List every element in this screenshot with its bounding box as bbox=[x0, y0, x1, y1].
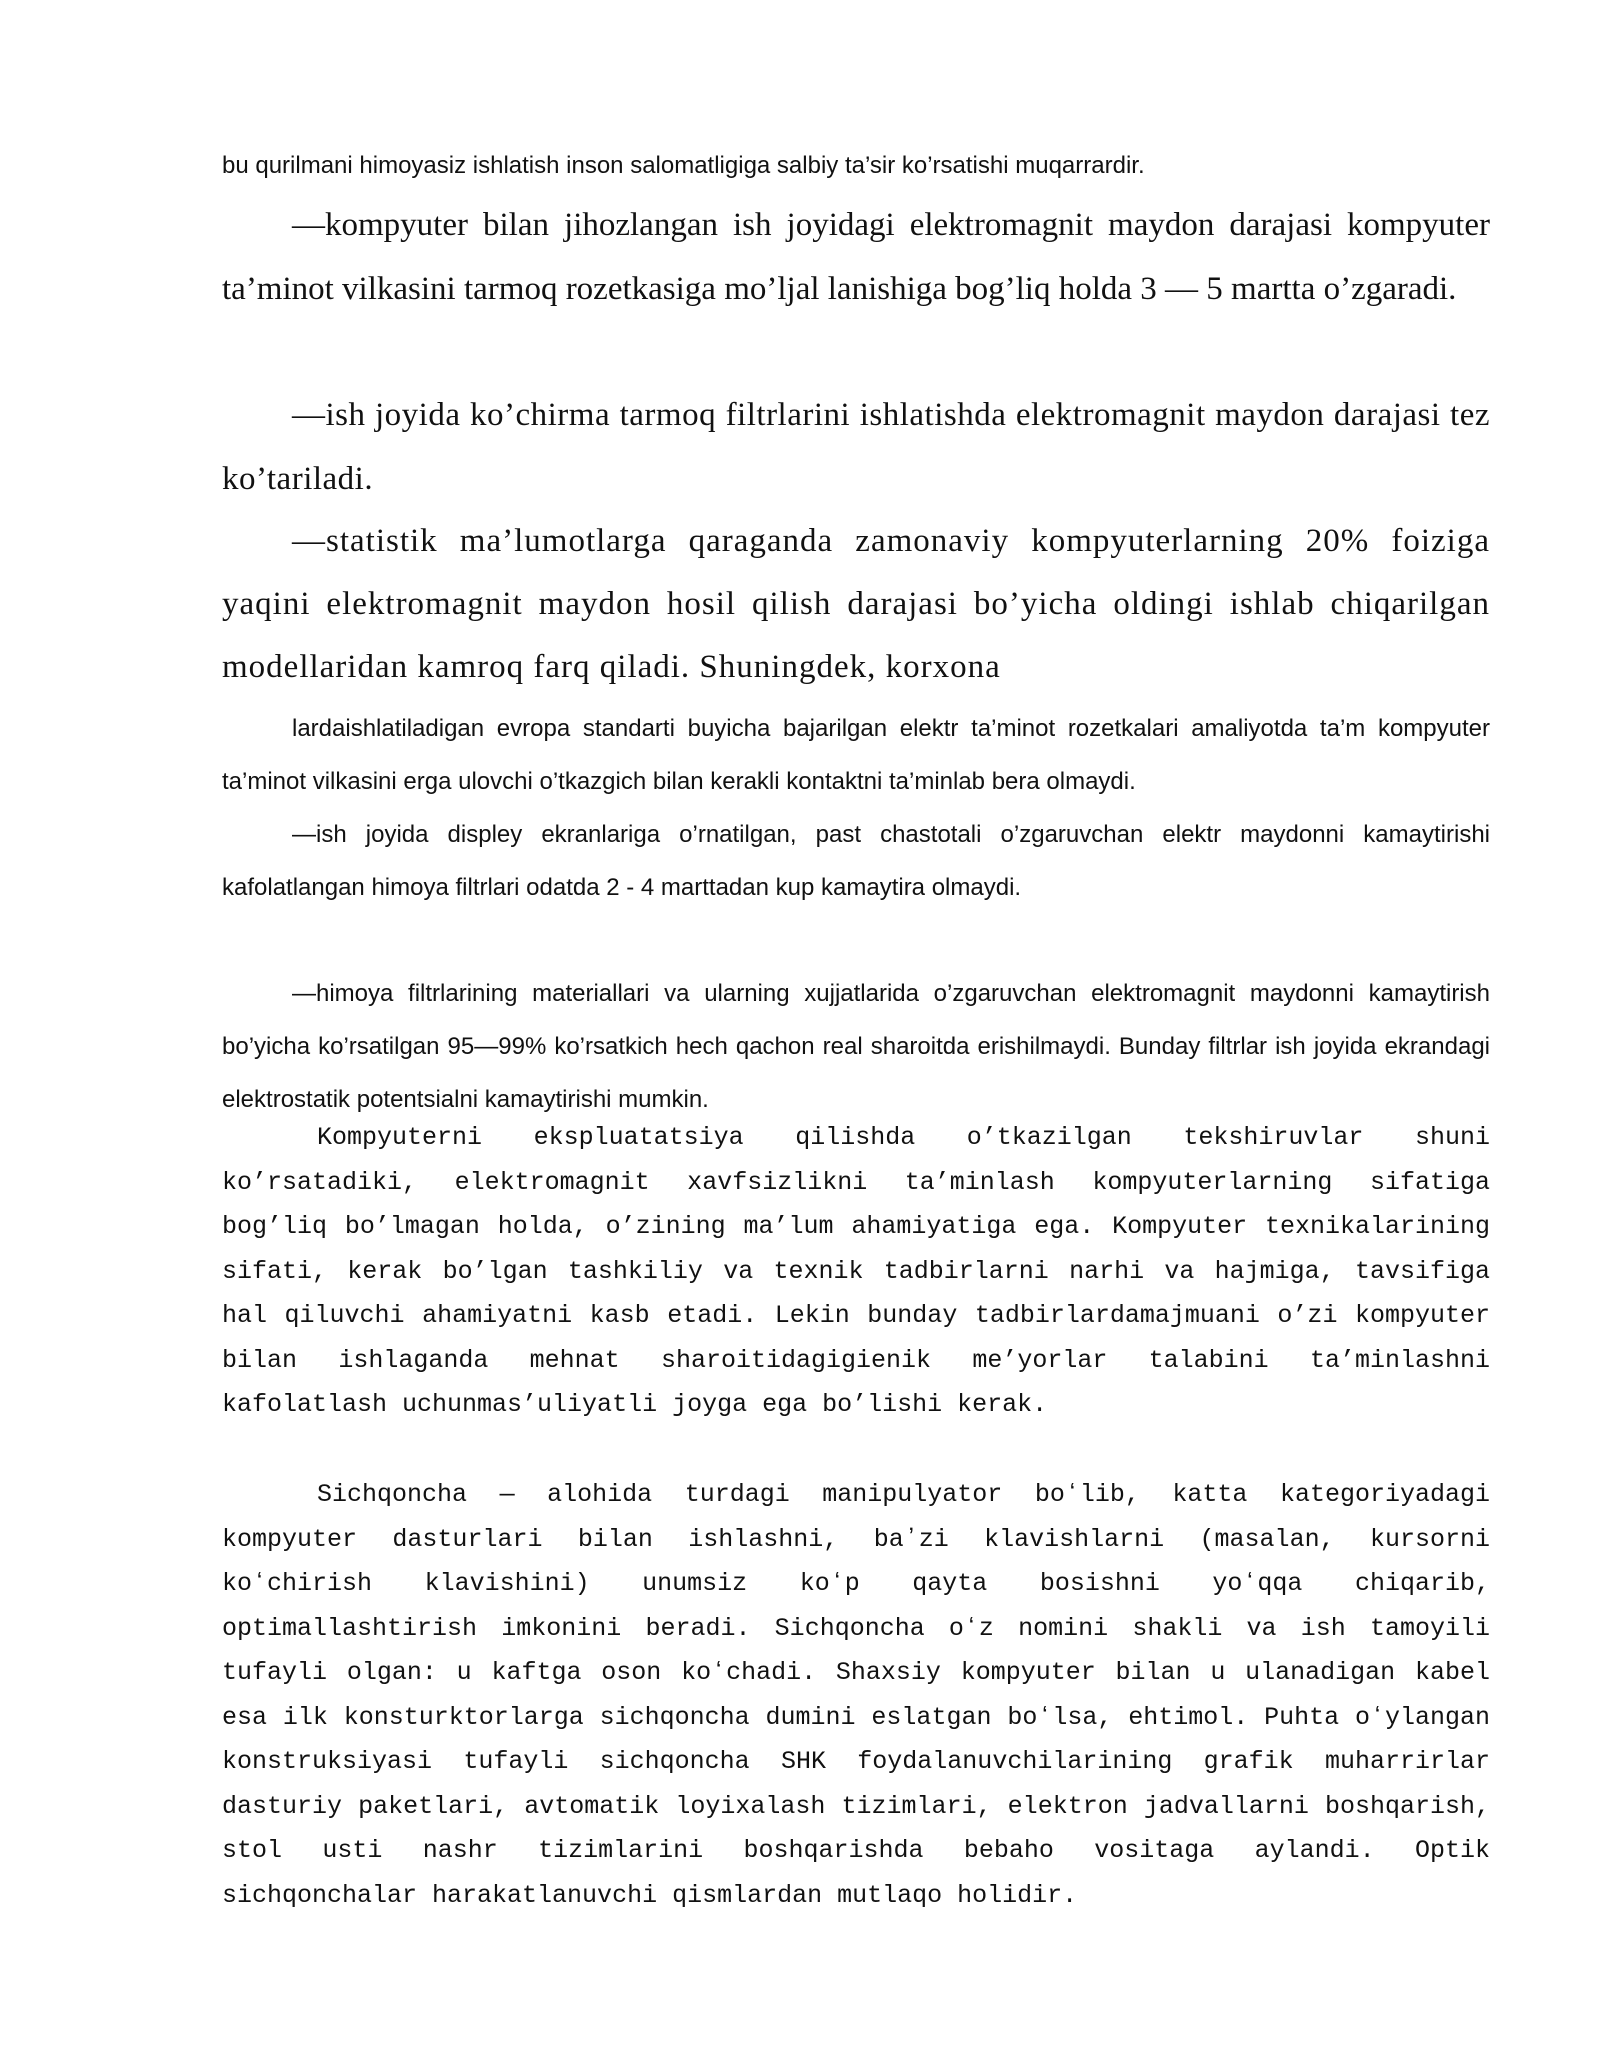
paragraph-filtr: —ish joyida ko’chirma tarmoq filtrlarini ishlatishda elektromagnit maydon darajasi tez ko’tariladi. bbox=[222, 397, 1490, 497]
paragraph-displey-ekranlari: —ish joyida displey ekranlariga o’rnatilgan, past chastotali o’zgaruvchan elektr maydonni kamaytirishi kafolatlangan himoya filtrlari odatda 2 - 4 marttadan kup kamaytira olmaydi. bbox=[222, 821, 1490, 901]
paragraph-statistik: —statistik ma’lumotlarga qaraganda zamonaviy kompyuterlarning 20% foiziga yaqini elektromagnit maydon hosil qilish darajasi bo’yicha oldingi ishlab chiqarilgan modellaridan kamroq farq qiladi. Shuningdek, korxona bbox=[222, 523, 1490, 685]
paragraph-intro-line: bu qurilmani himoyasiz ishlatish inson salomatligiga salbiy ta’sir ko’rsatishi muqarrardir. bbox=[222, 152, 1145, 179]
paragraph-himoya-filtrlari: —himoya filtrlarining materiallari va ularning xujjatlarida o’zgaruvchan elektromagnit maydonni kamaytirish bo’yicha ko’rsatilgan 95—99% ko’rsatkich hech qachon real sharoitda erishilmaydi. Bunday filtrlar ish joyida ekrandagi elektrostatik potentsialni kamaytirishi mumkin. bbox=[222, 980, 1490, 1113]
paragraph-vilka-rozetka: —kompyuter bilan jihozlangan ish joyidagi elektromagnit maydon darajasi kompyuter ta’minot vilkasini tarmoq rozetkasiga mo’ljal lanishiga bog’liq holda 3 — 5 martta o’zgaradi. bbox=[222, 207, 1490, 307]
paragraph-sichqoncha: Sichqoncha — alohida turdagi manipulyator boʻlib, katta kategoriyadagi kompyuter dasturlari bilan ishlashni, baʼzi klavishlarni (masalan, kursorni koʻchirish klavishini) unumsiz koʻp qayta bosishni yoʻqqa chiqarib, optimallashtirish imkonini beradi. Sichqoncha oʻz nomini shakli va ish tamoyili tufayli olgan: u kaftga oson koʻchadi. Shaxsiy kompyuter bilan u ulanadigan kabel esa ilk konsturktorlarga sichqoncha dumini eslatgan boʻlsa, ehtimol. Puhta oʻylangan konstruksiyasi tufayli sichqoncha SHK foydalanuvchilarining grafik muharrirlar dasturiy paketlari, avtomatik loyixalash tizimlari, elektron jadvallarni boshqarish, stol usti nashr tizimlarini boshqarishda bebaho vositaga aylandi. Optik sichqonchalar harakatlanuvchi qismlardan mutlaqo holidir. bbox=[222, 1480, 1490, 1910]
paragraph-evropa-standarti: lardaishlatiladigan evropa standarti buyicha bajarilgan elektr ta’minot rozetkalari amaliyotda ta’m kompyuter ta’minot vilkasini erga ulovchi o’tkazgich bilan kerakli kontaktni ta’minlab bera olmaydi. bbox=[222, 715, 1490, 795]
paragraph-kompyuter-ekspluatatsiya: Kompyuterni ekspluatatsiya qilishda o’tkazilgan tekshiruvlar shuni ko’rsatadiki, elektromagnit xavfsizlikni ta’minlash kompyuterlarning sifatiga bog’liq bo’lmagan holda, o’zining ma’lum ahamiyatiga ega. Kompyuter texnikalarining sifati, kerak bo’lgan tashkiliy va texnik tadbirlarni narhi va hajmiga, tavsifiga hal qiluvchi ahamiyatni kasb etadi. Lekin bunday tadbirlardamajmuani o’zi kompyuter bilan ishlaganda mehnat sharoitidagigienik me’yorlar talabini ta’minlashni kafolatlash uchunmas’uliyatli joyga ega bo’lishi kerak. bbox=[222, 1123, 1490, 1419]
